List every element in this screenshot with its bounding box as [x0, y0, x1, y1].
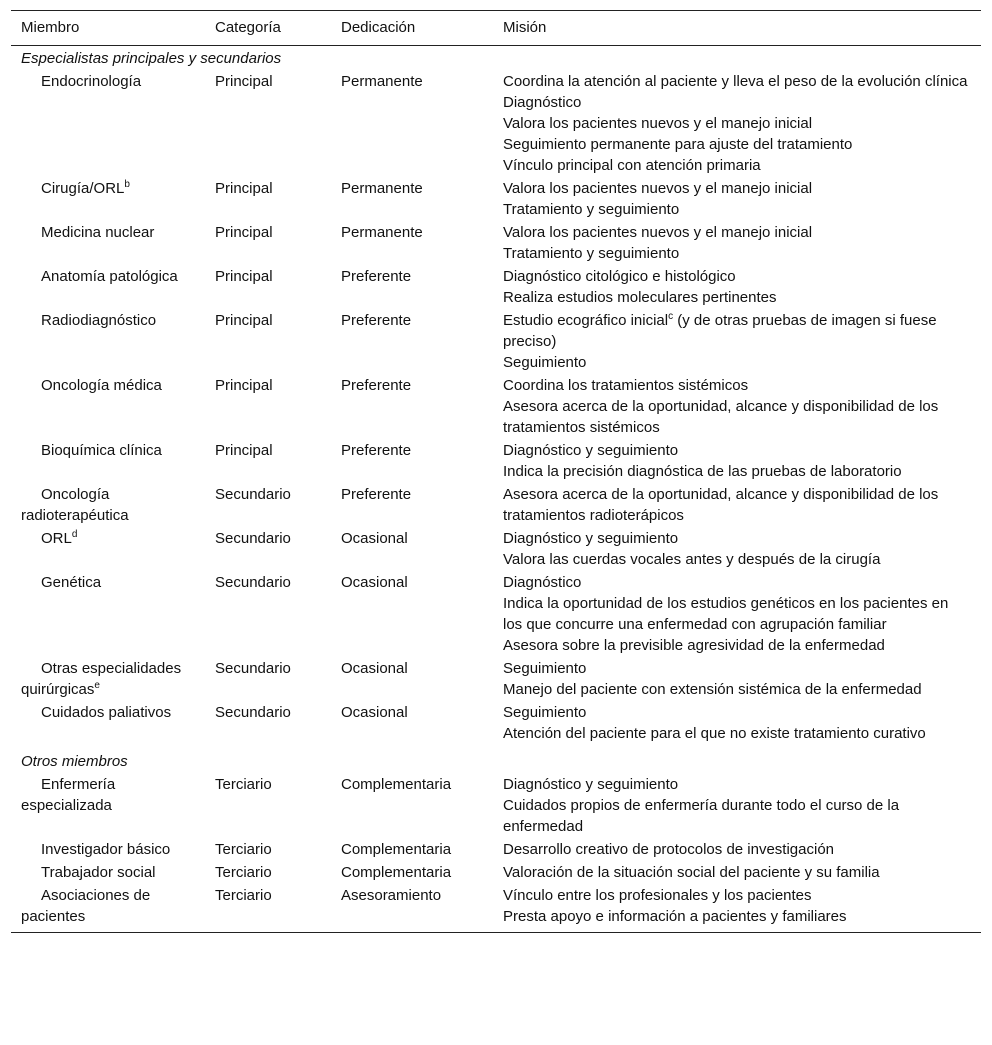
cell-dedication: Ocasional: [341, 574, 408, 591]
cell-member: [11, 439, 205, 483]
mission-line: Valora los pacientes nuevos y el manejo inicial: [503, 180, 813, 197]
mission-line: Manejo del paciente con extensión sistémica de la enfermedad: [503, 681, 922, 698]
mission-line: Diagnóstico: [503, 574, 582, 591]
cell-mission: [493, 527, 981, 571]
mission-line: Atención del paciente para el que no existe tratamiento curativo: [503, 725, 926, 742]
mission-line: Diagnóstico citológico e histológico: [503, 268, 736, 285]
mission-line: Asesora acerca de la oportunidad, alcance y disponibilidad de los tratamientos radioterápicos: [503, 486, 939, 524]
member-name: Asociaciones de pacientes: [21, 887, 151, 925]
section-row: [11, 749, 981, 773]
member-name: ORL$^d$: [41, 529, 78, 547]
mission-line: Valora los pacientes nuevos y el manejo inicial: [503, 224, 813, 241]
cell-dedication: Preferente: [341, 486, 412, 503]
mission-line: Indica la precisión diagnóstica de las pruebas de laboratorio: [503, 463, 902, 480]
mission-line: Diagnóstico: [503, 94, 582, 111]
cell-category: Terciario: [215, 776, 272, 793]
mission-line: Desarrollo creativo de protocolos de investigación: [503, 841, 835, 858]
cell-member: [11, 374, 205, 439]
mission-line: Seguimiento permanente para ajuste del tratamiento: [503, 136, 853, 153]
cell-dedication: Complementaria: [341, 776, 452, 793]
cell-dedication: Complementaria: [341, 841, 452, 858]
cell-mission: [493, 571, 981, 657]
mission-line: Seguimiento: [503, 354, 587, 371]
table-row: [11, 265, 981, 309]
cell-mission: [493, 773, 981, 838]
cell-member: [11, 838, 205, 861]
table-row: [11, 884, 981, 933]
cell-category: Principal: [215, 442, 273, 459]
cell-mission: [493, 657, 981, 701]
mission-line: Diagnóstico y seguimiento: [503, 776, 679, 793]
mission-line: Coordina los tratamientos sistémicos: [503, 377, 749, 394]
table-row: [11, 483, 981, 527]
member-name: Otras especialidades quirúrgicas$^e$: [21, 660, 182, 698]
cell-mission: [493, 483, 981, 527]
cell-category: Secundario: [215, 704, 291, 721]
cell-category: Secundario: [215, 486, 291, 503]
cell-member: [11, 527, 205, 571]
cell-mission: [493, 838, 981, 861]
cell-mission: [493, 374, 981, 439]
member-name: Endocrinología: [41, 73, 142, 90]
cell-mission: [493, 221, 981, 265]
header-member: Miembro: [11, 11, 205, 46]
mission-line: Tratamiento y seguimiento: [503, 245, 680, 262]
cell-mission: [493, 701, 981, 745]
table-row: [11, 571, 981, 657]
cell-member: [11, 70, 205, 177]
mission-line: Diagnóstico y seguimiento: [503, 442, 679, 459]
cell-dedication: Preferente: [341, 377, 412, 394]
cell-member: [11, 177, 205, 221]
table-header: [11, 11, 981, 46]
cell-category: Terciario: [205, 884, 331, 933]
cell-member: [11, 657, 205, 701]
member-name: Cuidados paliativos: [41, 704, 172, 721]
mission-line: Presta apoyo e información a pacientes y familiares: [503, 908, 847, 925]
mission-line: Seguimiento: [503, 660, 587, 677]
cell-mission: [493, 309, 981, 374]
cell-category: Principal: [215, 268, 273, 285]
member-name: Enfermería especializada: [21, 776, 116, 814]
footnote-marker: e: [94, 680, 100, 691]
mission-line: Vínculo entre los profesionales y los pacientes: [503, 887, 812, 904]
mission-line: Estudio ecográfico inicial$^c$ (y de otras pruebas de imagen si fuese preciso): [503, 311, 937, 350]
cell-category: Principal: [215, 312, 273, 329]
member-name: Cirugía/ORL$^b$: [41, 179, 130, 197]
mission-line: Asesora sobre la previsible agresividad de la enfermedad: [503, 637, 885, 654]
mission-line: Vínculo principal con atención primaria: [503, 157, 761, 174]
cell-category: Principal: [215, 377, 273, 394]
member-name: Genética: [41, 574, 102, 591]
cell-mission: [493, 265, 981, 309]
mission-line: Tratamiento y seguimiento: [503, 201, 680, 218]
table-row: [11, 657, 981, 701]
header-dedication: Dedicación: [331, 11, 493, 46]
table-container: [11, 10, 981, 933]
member-name: Bioquímica clínica: [41, 442, 162, 459]
table-row: [11, 838, 981, 861]
footnote-marker: d: [71, 529, 78, 540]
member-name: Investigador básico: [41, 841, 171, 858]
member-name: Radiodiagnóstico: [41, 312, 157, 329]
cell-dedication: Ocasional: [341, 530, 408, 547]
cell-dedication: Permanente: [341, 224, 423, 241]
cell-mission: [493, 861, 981, 884]
cell-member: [11, 483, 205, 527]
cell-mission: [493, 70, 981, 177]
cell-category: Principal: [215, 73, 273, 90]
member-name: Anatomía patológica: [41, 268, 178, 285]
cell-member: [11, 265, 205, 309]
cell-dedication: Ocasional: [341, 660, 408, 677]
mission-line: Valoración de la situación social del paciente y su familia: [503, 864, 880, 881]
mission-line: Asesora acerca de la oportunidad, alcance y disponibilidad de los tratamientos sistémicos: [503, 398, 939, 436]
table-row: [11, 177, 981, 221]
mission-line: Diagnóstico y seguimiento: [503, 530, 679, 547]
cell-mission: [493, 884, 981, 933]
cell-dedication: Preferente: [341, 268, 412, 285]
cell-member: [11, 884, 205, 933]
cell-category: Principal: [215, 224, 273, 241]
cell-category: Terciario: [215, 864, 272, 881]
cell-mission: [493, 177, 981, 221]
cell-dedication: Permanente: [341, 180, 423, 197]
cell-dedication: Preferente: [341, 312, 412, 329]
member-name: Oncología radioterapéutica: [21, 486, 129, 524]
header-category: Categoría: [205, 11, 331, 46]
cell-dedication: Permanente: [341, 73, 423, 90]
cell-member: [11, 773, 205, 838]
table-row: [11, 221, 981, 265]
table-row: [11, 70, 981, 177]
cell-dedication: Complementaria: [341, 864, 452, 881]
table-body: [11, 46, 981, 933]
table-row: [11, 439, 981, 483]
cell-member: [11, 571, 205, 657]
cell-mission: [493, 439, 981, 483]
team-members-table: [11, 10, 981, 933]
mission-line: Cuidados propios de enfermería durante todo el curso de la enfermedad: [503, 797, 900, 835]
table-row: [11, 374, 981, 439]
table-row: [11, 701, 981, 745]
header-mission: Misión: [493, 11, 981, 46]
footnote-marker: b: [124, 179, 130, 190]
section-title: Especialistas principales y secundarios: [21, 50, 282, 67]
cell-category: Terciario: [215, 841, 272, 858]
section-row: [11, 46, 981, 71]
table-row: [11, 309, 981, 374]
mission-line: Indica la oportunidad de los estudios genéticos en los pacientes en los que concurre una enfermedad con agrupación familiar: [503, 595, 949, 633]
table-row: [11, 861, 981, 884]
table-row: [11, 773, 981, 838]
mission-line: Seguimiento: [503, 704, 587, 721]
cell-dedication: Preferente: [341, 442, 412, 459]
member-name: Medicina nuclear: [41, 224, 155, 241]
mission-line: Realiza estudios moleculares pertinentes: [503, 289, 777, 306]
table-row: [11, 527, 981, 571]
footnote-marker: c: [668, 311, 674, 322]
cell-category: Secundario: [215, 530, 291, 547]
section-title: Otros miembros: [21, 753, 128, 770]
cell-member: [11, 221, 205, 265]
cell-category: Secundario: [215, 574, 291, 591]
cell-member: [11, 861, 205, 884]
mission-line: Coordina la atención al paciente y lleva el peso de la evolución clínica: [503, 73, 968, 90]
cell-category: Secundario: [215, 660, 291, 677]
cell-dedication: Asesoramiento: [331, 884, 493, 933]
cell-category: Principal: [215, 180, 273, 197]
member-name: Trabajador social: [41, 864, 156, 881]
member-name: Oncología médica: [41, 377, 162, 394]
cell-member: [11, 309, 205, 374]
cell-member: [11, 701, 205, 745]
mission-line: Valora los pacientes nuevos y el manejo inicial: [503, 115, 813, 132]
mission-line: Valora las cuerdas vocales antes y después de la cirugía: [503, 551, 881, 568]
cell-dedication: Ocasional: [341, 704, 408, 721]
